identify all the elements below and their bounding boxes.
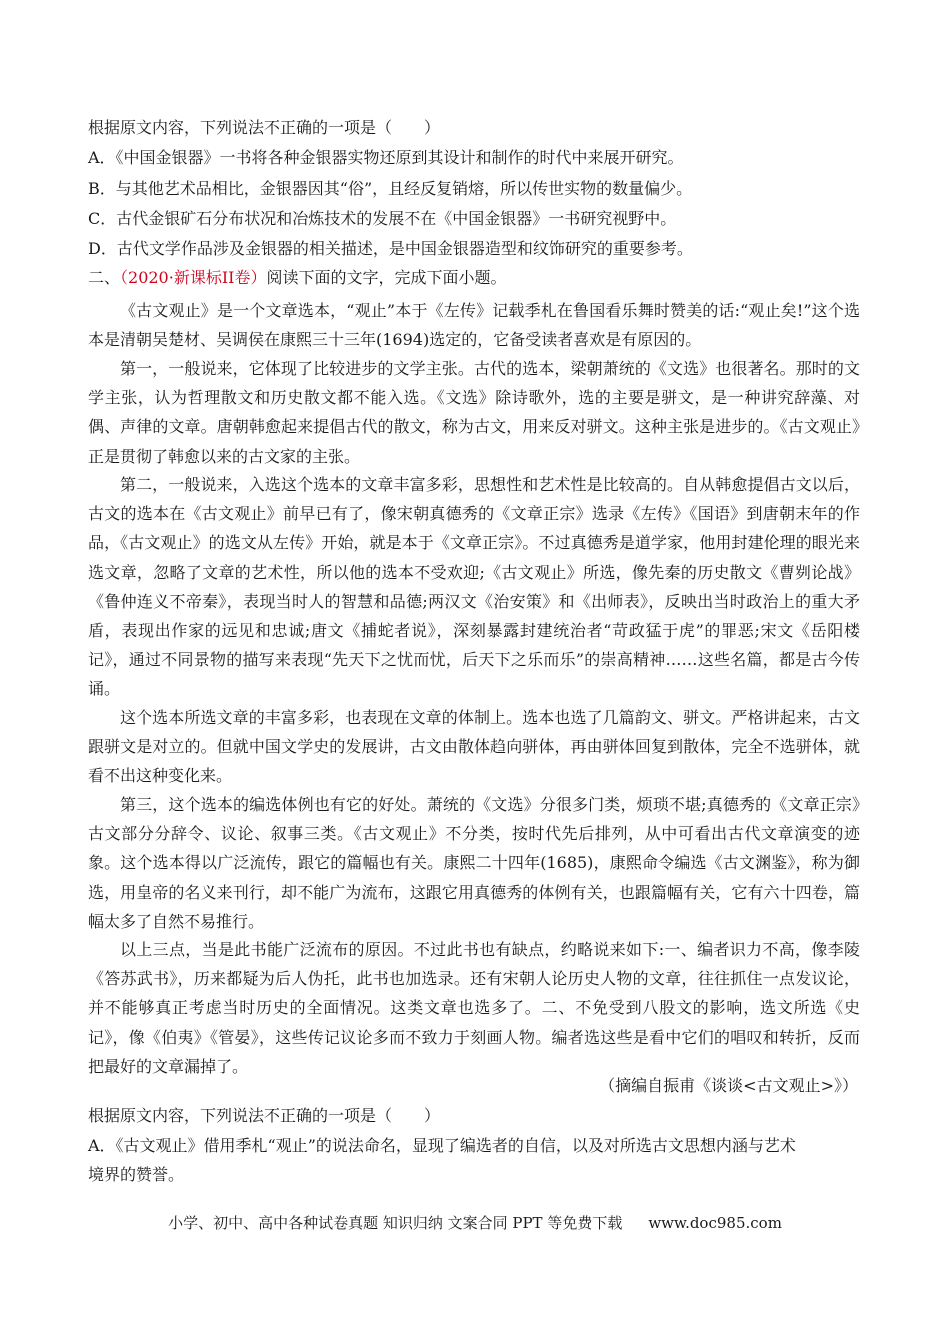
- passage-paragraph: 《古文观止》是一个文章选本，“观止”本于《左传》记载季札在鲁国看乐舞时赞美的话:“观止矣!”这个选本是清朝吴楚材、吴调侯在康熙三十三年(1694)选定的，它备受读者喜欢是有原因的。: [88, 301, 860, 350]
- page-footer: [0, 1212, 950, 1234]
- source-attribution: （摘编自振甫《谈谈<古文观止>》）: [599, 1076, 858, 1095]
- section-number: 二、: [88, 268, 121, 287]
- option-c: C．古代金银矿石分布状况和冶炼技术的发展不在《中国金银器》一书研究视野中。: [88, 209, 677, 228]
- passage-paragraph: 这个选本所选文章的丰富多彩，也表现在文章的体制上。选本也选了几篇韵文、骈文。严格讲起来，古文跟骈文是对立的。但就中国文学史的发展讲，古文由散体趋向骈体，再由骈体回复到散体，完全不选骈体，就看不出这种变化来。: [88, 708, 860, 786]
- footer-url[interactable]: www.doc985.com: [648, 1214, 782, 1232]
- option-a-continued: 境界的赞誉。: [88, 1165, 185, 1184]
- section-heading: [88, 267, 506, 289]
- option-a: A．《古文观止》借用季札“观止”的说法命名，显现了编选者的自信，以及对所选古文思想内涵与艺术: [88, 1136, 796, 1155]
- footer-text: 小学、初中、高中各种试卷真题 知识归纳 文案合同 PPT 等免费下载: [168, 1214, 623, 1232]
- passage-paragraph: 第三，这个选本的编选体例也有它的好处。萧统的《文选》分很多门类，烦琐不堪;真德秀的《文章正宗》古文部分分辞令、议论、叙事三类。《古文观止》不分类，按时代先后排列，从中可看出古代文章演变的迹象。这个选本得以广泛流传，跟它的篇幅也有关。康熙二十四年(1685)，康熙命令编选《古文渊鉴》，称为御选，用皇帝的名义来刊行，却不能广为流布，这跟它用真德秀的体例有关，也跟篇幅有关，它有六十四卷，篇幅太多了自然不易推行。: [88, 795, 860, 931]
- passage-paragraph: 第二，一般说来，入选这个选本的文章丰富多彩，思想性和艺术性是比较高的。自从韩愈提倡古文以后，古文的选本在《古文观止》前早已有了，像宋朝真德秀的《文章正宗》选录《左传》《国语》到唐朝末年的作品，《古文观止》的选文从左传》开始，就是本于《文章正宗》。不过真德秀是道学家，他用封建伦理的眼光来选文章，忽略了文章的艺术性，所以他的选本不受欢迎;《古文观止》所选，像先秦的历史散文《曹刿论战》《鲁仲连义不帝秦》，表现当时人的智慧和品德;两汉文《治安策》和《出师表》，反映出当时政治上的重大矛盾，表现出作家的远见和忠诚;唐文《捕蛇者说》，深刻暴露封建统治者“苛政猛于虎”的罪恶;宋文《岳阳楼记》，通过不同景物的描写来表现“先天下之忧而忧，后天下之乐而乐”的崇高精神……这些名篇，都是古今传诵。: [88, 475, 860, 699]
- section-instruction: 阅读下面的文字，完成下面小题。: [266, 268, 507, 287]
- question-stem: 根据原文内容，下列说法不正确的一项是（ ）: [88, 118, 441, 137]
- option-b: B．与其他艺术品相比，金银器因其“俗”，且经反复销熔，所以传世实物的数量偏少。: [88, 179, 693, 198]
- passage-paragraph: 以上三点，当是此书能广泛流布的原因。不过此书也有缺点，约略说来如下:一、编者识力不高，像李陵《答苏武书》，历来都疑为后人伪托，此书也加选录。还有宋朝人论历史人物的文章，往往抓住一点发议论，并不能够真正考虑当时历史的全面情况。这类文章也选多了。二、不免受到八股文的影响，选文所选《史记》，像《伯夷》《管晏》，这些传记议论多而不致力于刻画人物。编者选这些是看中它们的唱叹和转折，反而把最好的文章漏掉了。: [88, 940, 860, 1076]
- section-source: （2020·新课标II卷）: [120, 268, 267, 287]
- passage-paragraph: 第一，一般说来，它体现了比较进步的文学主张。古代的选本，梁朝萧统的《文选》也很著名。那时的文学主张，认为哲理散文和历史散文都不能入选。《文选》除诗歌外，选的主要是骈文，是一种讲究辞藻、对偶、声律的文章。唐朝韩愈起来提倡古代的散文，称为古文，用来反对骈文。这种主张是进步的。《古文观止》正是贯彻了韩愈以来的古文家的主张。: [88, 359, 860, 466]
- option-d: D．古代文学作品涉及金银器的相关描述，是中国金银器造型和纹饰研究的重要参考。: [88, 239, 693, 258]
- option-a: A．《中国金银器》一书将各种金银器实物还原到其设计和制作的时代中来展开研究。: [88, 148, 684, 167]
- question-stem: 根据原文内容，下列说法不正确的一项是（ ）: [88, 1106, 441, 1125]
